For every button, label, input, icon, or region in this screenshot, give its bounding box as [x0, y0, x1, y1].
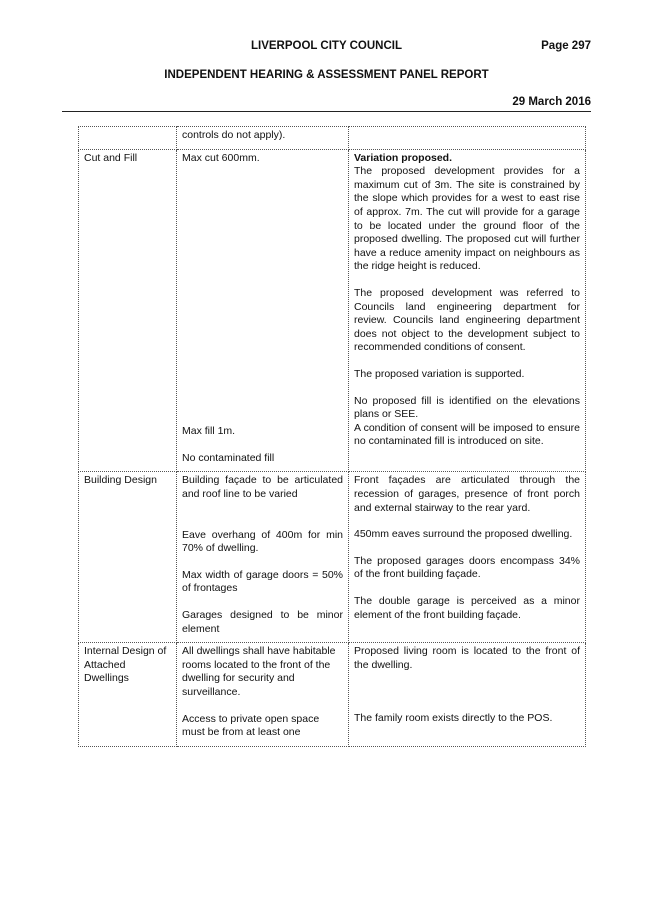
row-label-text: Cut and Fill: [84, 151, 138, 164]
comment-text: A condition of consent will be imposed to ensure no contaminated fill is introduced on site.: [354, 421, 580, 448]
control-text: Max width of garage doors = 50% of frontages: [182, 568, 343, 595]
row-label-text: Building Design: [84, 474, 157, 487]
comment-text: The family room exists directly to the POS.: [354, 712, 553, 725]
row-label: [79, 149, 177, 472]
row-label: [79, 472, 177, 643]
control-cell: [177, 127, 349, 150]
table-row: [79, 643, 586, 747]
council-name: LIVERPOOL CITY COUNCIL: [250, 40, 402, 52]
comment-text: Proposed living room is located to the front of the dwelling.: [354, 645, 580, 671]
control-text: No contaminated fill: [182, 451, 275, 464]
control-text: Garages designed to be minor element: [182, 608, 343, 635]
comment-cell: [349, 643, 586, 747]
comment-cell: [349, 149, 586, 472]
comment-text: The proposed development was referred to Councils land engineering department for review. Councils land engineering department does not object to the development subject to recommended conditions of consent.: [354, 286, 580, 354]
control-text: controls do not apply).: [182, 129, 286, 141]
control-text: Max fill 1m.: [182, 425, 236, 438]
control-text: Max cut 600mm.: [182, 151, 260, 164]
control-text: Access to private open space must be from at least one: [182, 712, 320, 739]
table-row: [79, 127, 586, 150]
row-label: [79, 127, 177, 150]
report-title: INDEPENDENT HEARING & ASSESSMENT PANEL REPORT: [164, 69, 489, 81]
variation-title: Variation proposed.: [354, 151, 453, 164]
control-cell: [177, 149, 349, 472]
control-cell: [177, 472, 349, 643]
comment-text: Front façades are articulated through the recession of garages, presence of front porch and external stairway to the rear yard.: [354, 474, 580, 514]
table-row: [79, 472, 586, 643]
comment-text: The proposed development provides for a maximum cut of 3m. The site is constrained by the slope which provides for a west to east rise of approx. 7m. The cut will provide for a garage to be located under the ground floor of the proposed dwelling. The proposed cut will further have a reduce amenity impact on neighbours as the ridge height is reduced.: [354, 165, 580, 273]
compliance-table: [78, 126, 586, 747]
table-row: [79, 149, 586, 472]
page-number: Page 297: [541, 40, 591, 52]
control-text: All dwellings shall have habitable rooms located to the front of the dwelling for security and surveillance.: [182, 645, 336, 698]
control-cell: [177, 643, 349, 747]
comment-text: 450mm eaves surround the proposed dwelling.: [354, 528, 573, 541]
comment-text: The proposed garages doors encompass 34% of the front building façade.: [354, 554, 580, 581]
control-text: Building façade to be articulated and roof line to be varied: [182, 474, 343, 500]
comment-text: The double garage is perceived as a minor element of the front building façade.: [354, 594, 580, 621]
comment-text: No proposed fill is identified on the elevations plans or SEE.: [354, 394, 580, 421]
control-text: Eave overhang of 400m for min 70% of dwelling.: [182, 528, 343, 555]
report-date: 29 March 2016: [512, 96, 591, 108]
header-rule: [62, 111, 591, 112]
comment-cell: [349, 472, 586, 643]
row-label-text: Internal Design of Attached Dwellings: [84, 645, 167, 685]
row-label: [79, 643, 177, 747]
comment-text: The proposed variation is supported.: [354, 367, 525, 380]
comment-cell: [349, 127, 586, 150]
